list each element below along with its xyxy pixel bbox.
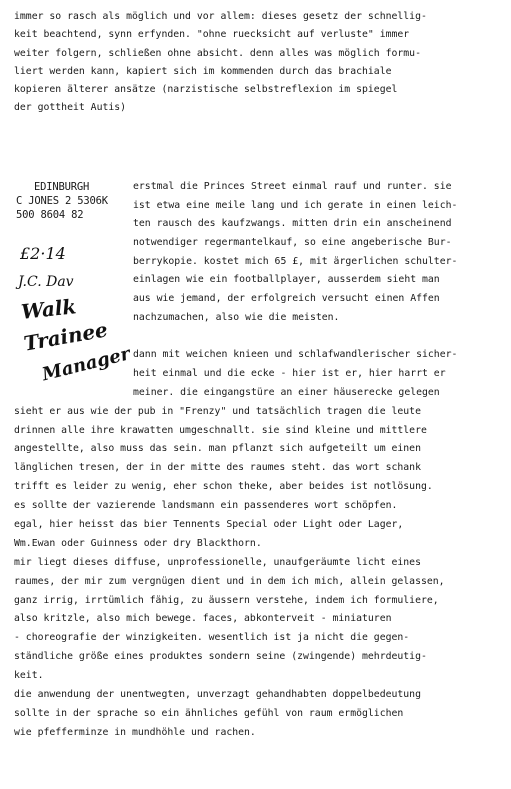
side-column-paragraph [133,178,505,328]
text-line: aus wie jemand, der erfolgreich versucht einen Affen [133,293,440,305]
handwritten-amount: £2·14 [20,244,66,263]
text-line: trifft es leider zu wenig, eher schon theke, aber beides ist notlösung. [14,481,433,493]
text-line: der gottheit Autis) [14,102,127,114]
text-line: raumes, der mir zum vergnügen dient und in dem ich mich, allein gelassen, [14,575,445,587]
text-line: wie pfefferminze in mundhöhle und rachen. [14,726,256,738]
text-line: ganz irrig, irrtümlich fähig, zu äussern verstehe, indem ich formuliere, [14,594,439,606]
text-line: dann mit weichen knieen und schlafwandlerischer sicher- [133,349,458,360]
text-line: egal, hier heisst das bier Tennents Special oder Light oder Lager, [14,519,404,531]
text-line: also kritzle, also mich bewege. faces, abkonterveit - miniaturen [14,613,392,625]
text-line: ist etwa eine meile lang und ich gerate in einen leich- [133,199,458,211]
text-line: es sollte der vazierende landsmann ein passenderes wort schöpfen. [14,500,398,512]
receipt-stamp [16,180,126,222]
text-line: länglichen tresen, der in der mitte des raumes steht. das wort schank [14,462,421,474]
text-line: mir liegt dieses diffuse, unprofessionelle, unaufgeräumte licht eines [14,556,421,568]
handwritten-role: Trainee [22,317,110,356]
handwritten-role: Manager [40,343,133,386]
main-paragraph [14,346,506,743]
intro-paragraph [14,8,504,118]
text-line: heit einmal und die ecke - hier ist er, hier harrt er [133,367,446,379]
text-line: - choreografie der winzigkeiten. wesentlich ist ja nicht die gegen- [14,632,410,644]
text-line: meiner. die eingangstüre an einer häuserecke gelegen [133,386,440,398]
text-line: liert werden kann, kapiert sich im kommenden durch das brachiale [14,65,392,77]
text-line: drinnen alle ihre krawatten umgeschnallt. sie sind kleine und mittlere [14,424,427,436]
text-line: kopieren älterer ansätze (narzistische selbstreflexion im spiegel [14,84,398,96]
text-line: keit. [14,670,44,682]
text-line: notwendiger regermantelkauf, so eine angeberische Bur- [133,237,452,249]
receipt-line: EDINBURGH [34,181,90,193]
receipt-line: C JONES 2 5306K [16,195,108,207]
text-line: nachzumachen, also wie die meisten. [133,311,340,323]
handwritten-name: J.C. Dav [18,274,74,290]
handwritten-signature: Walk [20,294,78,324]
receipt-line: 500 8604 82 [16,209,84,221]
text-line: sieht er aus wie der pub in "Frenzy" und tatsächlich tragen die leute [14,405,421,417]
text-line: immer so rasch als möglich und vor allem: dieses gesetz der schnellig- [14,11,427,22]
text-line: berrykopie. kostet mich 65 £, mit ärgerlichen schulter- [133,255,458,267]
text-line: ten rausch des kaufzwangs. mitten drin ein anscheinend [133,218,452,230]
text-line: keit beachtend, synn erfynden. "ohne ruecksicht auf verluste" immer [14,29,410,41]
text-line: die anwendung der unentwegten, unverzagt gehandhabten doppelbedeutung [14,689,421,701]
text-line: angestellte, also muss das sein. man pflanzt sich aufgeteilt um einen [14,443,421,455]
text-line: weiter folgern, schließen ohne absicht. denn alles was möglich formu- [14,47,421,59]
text-line: einlagen wie ein footballplayer, ausserdem sieht man [133,274,440,286]
text-line: Wm.Ewan oder Guinness oder dry Blackthorn. [14,537,262,549]
text-line: ständliche größe eines produktes sondern seine (zwingende) mehrdeutig- [14,651,427,663]
text-line: erstmal die Princes Street einmal rauf und runter. sie [133,181,452,192]
text-line: sollte in der sprache so ein ähnliches gefühl von raum ermöglichen [14,707,404,719]
